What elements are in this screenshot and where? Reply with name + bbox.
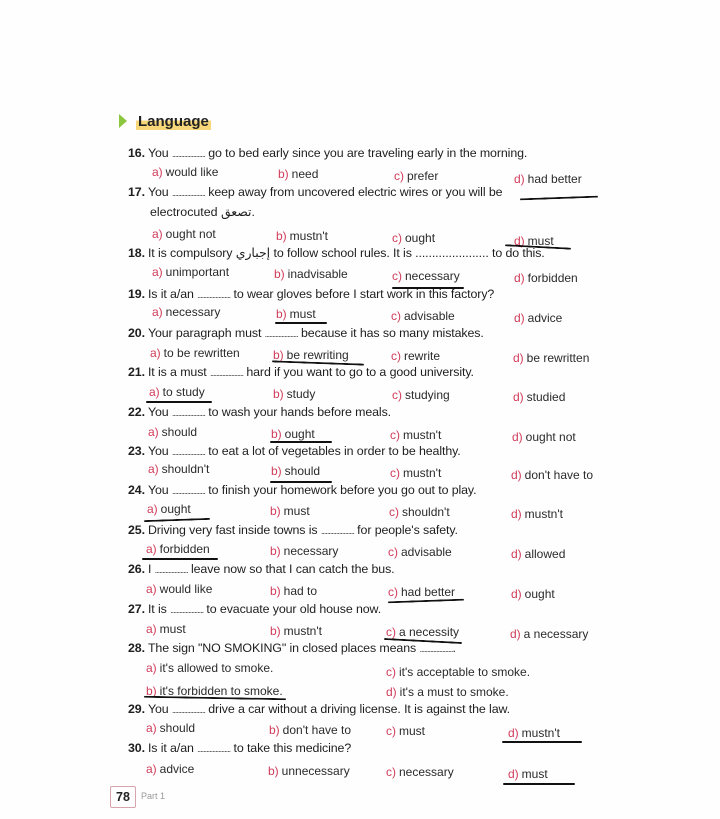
option-letter: b) bbox=[273, 387, 284, 401]
option-text: inadvisable bbox=[287, 267, 348, 281]
pen-underline bbox=[503, 783, 575, 785]
answer-option[interactable] bbox=[152, 227, 216, 241]
answer-option[interactable] bbox=[269, 723, 351, 737]
option-letter: d) bbox=[514, 234, 525, 248]
pen-underline bbox=[270, 441, 332, 443]
question-number: 28. bbox=[128, 641, 145, 655]
answer-option[interactable] bbox=[514, 311, 562, 325]
question-text: You bbox=[147, 483, 172, 497]
answer-blank: ...................... bbox=[264, 329, 298, 339]
question-text: You bbox=[147, 146, 172, 160]
question-stem bbox=[128, 326, 484, 340]
answer-blank: ...................... bbox=[209, 368, 243, 378]
answer-option[interactable] bbox=[389, 505, 450, 519]
question-number: 26. bbox=[128, 562, 145, 576]
answer-blank: ...................... bbox=[171, 149, 205, 159]
option-letter: d) bbox=[511, 468, 522, 482]
answer-option[interactable] bbox=[390, 428, 441, 442]
option-text: necessary bbox=[399, 765, 454, 779]
answer-blank: ...................... bbox=[170, 605, 204, 615]
option-letter: d) bbox=[508, 767, 519, 781]
answer-option[interactable] bbox=[512, 430, 576, 444]
option-text: forbidden bbox=[527, 271, 578, 285]
answer-option[interactable] bbox=[146, 622, 186, 636]
option-letter: d) bbox=[512, 430, 523, 444]
option-letter: d) bbox=[386, 685, 397, 699]
question-text: because it has so many mistakes. bbox=[297, 326, 484, 340]
option-letter: c) bbox=[392, 269, 402, 283]
answer-option[interactable] bbox=[511, 507, 563, 521]
question-text: The sign "NO SMOKING" in closed places means bbox=[147, 641, 420, 655]
option-letter: a) bbox=[152, 227, 163, 241]
option-text: ought bbox=[405, 231, 436, 245]
answer-option[interactable] bbox=[386, 765, 454, 779]
question-number: 24. bbox=[128, 483, 145, 497]
question-text: for people's safety. bbox=[353, 523, 458, 537]
answer-blank: ...................... bbox=[197, 290, 231, 300]
option-text: it's a must to smoke. bbox=[399, 685, 509, 699]
option-letter: c) bbox=[386, 625, 396, 639]
question-text: drive a car without a driving license. It is against the law. bbox=[204, 702, 511, 716]
option-letter: a) bbox=[147, 502, 158, 516]
option-letter: c) bbox=[386, 765, 396, 779]
option-letter: c) bbox=[390, 428, 400, 442]
option-text: mustn't bbox=[403, 428, 442, 442]
option-letter: a) bbox=[146, 622, 157, 636]
option-text: had better bbox=[527, 172, 582, 186]
option-letter: b) bbox=[276, 229, 287, 243]
question-continuation: electrocuted تصعق. bbox=[150, 205, 255, 219]
option-letter: a) bbox=[148, 425, 159, 439]
answer-option[interactable] bbox=[508, 767, 548, 781]
question-number: 18. bbox=[128, 246, 145, 260]
option-letter: c) bbox=[391, 349, 401, 363]
pen-underline bbox=[144, 518, 210, 522]
answer-option[interactable] bbox=[386, 724, 425, 738]
option-text: ought not bbox=[525, 430, 576, 444]
option-text: should bbox=[284, 464, 321, 478]
answer-blank: ...................... bbox=[419, 644, 453, 654]
question-text: You bbox=[147, 444, 172, 458]
question-text: It is a must bbox=[147, 365, 210, 379]
option-text: don't have to bbox=[282, 723, 352, 737]
question-text: . bbox=[452, 641, 456, 655]
option-letter: b) bbox=[270, 504, 281, 518]
pen-underline bbox=[520, 196, 598, 201]
answer-blank: ...................... bbox=[171, 705, 205, 715]
answer-option[interactable] bbox=[386, 665, 530, 679]
answer-option[interactable] bbox=[278, 167, 318, 181]
answer-option[interactable] bbox=[511, 547, 565, 561]
pen-underline bbox=[270, 481, 332, 483]
answer-blank: ...................... bbox=[171, 447, 205, 457]
answer-blank: ...................... bbox=[320, 526, 354, 536]
question-number: 25. bbox=[128, 523, 145, 537]
option-text: don't have to bbox=[524, 468, 594, 482]
answer-option[interactable] bbox=[146, 762, 194, 776]
option-text: necessary bbox=[165, 305, 221, 319]
page-number: 78 bbox=[110, 786, 136, 808]
option-text: would like bbox=[165, 165, 219, 179]
question-stem bbox=[128, 405, 391, 419]
option-text: studying bbox=[405, 388, 450, 402]
option-text: shouldn't bbox=[402, 505, 450, 519]
answer-option[interactable] bbox=[152, 165, 218, 179]
question-text: You bbox=[147, 405, 172, 419]
question-number: 17. bbox=[128, 185, 145, 199]
option-letter: d) bbox=[514, 172, 525, 186]
question-text: hard if you want to go to a good university. bbox=[243, 365, 474, 379]
question-text: You bbox=[147, 185, 172, 199]
question-text: to wash your hands before meals. bbox=[204, 405, 392, 419]
option-text: it's forbidden to smoke. bbox=[159, 684, 283, 698]
question-number: 19. bbox=[128, 287, 145, 301]
answer-option[interactable] bbox=[270, 504, 310, 518]
option-text: should bbox=[161, 425, 198, 439]
pen-underline bbox=[142, 558, 218, 560]
question-text: to evacuate your old house now. bbox=[203, 602, 382, 616]
question-text: I bbox=[147, 562, 155, 576]
option-text: advisable bbox=[404, 309, 455, 323]
answer-option[interactable] bbox=[391, 349, 440, 363]
answer-option[interactable] bbox=[513, 390, 565, 404]
option-text: must bbox=[159, 622, 186, 636]
option-letter: b) bbox=[273, 348, 284, 362]
answer-option[interactable] bbox=[268, 764, 350, 778]
pen-underline bbox=[388, 599, 464, 604]
answer-option[interactable] bbox=[270, 584, 317, 598]
option-text: advice bbox=[159, 762, 195, 776]
answer-option[interactable] bbox=[146, 542, 210, 556]
option-letter: d) bbox=[508, 726, 519, 740]
question-number: 22. bbox=[128, 405, 145, 419]
question-text: to finish your homework before you go out to play. bbox=[204, 483, 477, 497]
option-letter: c) bbox=[389, 505, 399, 519]
option-text: necessary bbox=[405, 269, 460, 283]
option-text: must bbox=[283, 504, 310, 518]
option-text: it's acceptable to smoke. bbox=[399, 665, 531, 679]
option-text: mustn't bbox=[289, 229, 328, 243]
answer-option[interactable] bbox=[392, 231, 435, 245]
question-stem bbox=[128, 146, 527, 160]
option-text: a necessity bbox=[399, 625, 460, 639]
question-text: Is it a/an bbox=[147, 741, 198, 755]
option-letter: d) bbox=[513, 390, 524, 404]
question-text: keep away from uncovered electric wires or you will be bbox=[204, 185, 503, 199]
option-letter: a) bbox=[148, 462, 159, 476]
question-text: to take this medicine? bbox=[230, 741, 352, 755]
answer-option[interactable] bbox=[508, 726, 560, 740]
question-stem bbox=[128, 185, 502, 199]
answer-option[interactable] bbox=[152, 265, 229, 279]
option-letter: c) bbox=[386, 665, 396, 679]
question-number: 29. bbox=[128, 702, 145, 716]
question-text: It is bbox=[147, 602, 171, 616]
option-letter: a) bbox=[146, 762, 157, 776]
answer-option[interactable] bbox=[152, 305, 220, 319]
option-letter: d) bbox=[511, 507, 522, 521]
option-letter: d) bbox=[514, 311, 525, 325]
answer-option[interactable] bbox=[390, 466, 441, 480]
answer-option[interactable] bbox=[150, 346, 240, 360]
option-letter: d) bbox=[514, 271, 525, 285]
option-letter: a) bbox=[150, 346, 161, 360]
answer-option[interactable] bbox=[276, 229, 328, 243]
option-text: advisable bbox=[401, 545, 452, 559]
option-letter: c) bbox=[388, 545, 398, 559]
answer-blank: ...................... bbox=[171, 486, 205, 496]
option-text: must bbox=[289, 307, 316, 321]
option-text: would like bbox=[159, 582, 213, 596]
option-text: must bbox=[399, 724, 426, 738]
answer-option[interactable] bbox=[511, 468, 593, 482]
answer-option[interactable] bbox=[511, 587, 555, 601]
pen-underline bbox=[502, 741, 582, 743]
answer-blank: ...................... bbox=[171, 188, 205, 198]
answer-option[interactable] bbox=[510, 627, 588, 641]
question-stem bbox=[128, 523, 458, 537]
option-letter: b) bbox=[270, 624, 281, 638]
option-text: forbidden bbox=[159, 542, 210, 556]
option-letter: a) bbox=[146, 661, 157, 675]
option-text: shouldn't bbox=[161, 462, 210, 476]
question-text: to eat a lot of vegetables in order to be healthy. bbox=[204, 444, 461, 458]
option-letter: b) bbox=[270, 544, 281, 558]
section-title: Language bbox=[138, 113, 209, 130]
option-letter: b) bbox=[269, 723, 280, 737]
answer-option[interactable] bbox=[392, 388, 450, 402]
option-text: a necessary bbox=[523, 627, 589, 641]
option-letter: b) bbox=[271, 464, 282, 478]
option-text: mustn't bbox=[521, 726, 560, 740]
answer-option[interactable] bbox=[514, 271, 578, 285]
option-text: ought bbox=[524, 587, 555, 601]
option-letter: b) bbox=[271, 427, 282, 441]
question-stem bbox=[128, 702, 510, 716]
option-text: need bbox=[291, 167, 319, 181]
answer-option[interactable] bbox=[392, 269, 460, 283]
option-letter: a) bbox=[152, 305, 163, 319]
pen-underline bbox=[392, 287, 464, 289]
question-stem bbox=[128, 483, 476, 497]
option-letter: a) bbox=[152, 265, 163, 279]
answer-option[interactable] bbox=[391, 309, 455, 323]
option-text: be rewritten bbox=[526, 351, 590, 365]
pen-underline bbox=[275, 322, 327, 324]
option-letter: b) bbox=[268, 764, 279, 778]
option-text: mustn't bbox=[403, 466, 442, 480]
question-text: go to bed early since you are traveling early in the morning. bbox=[204, 146, 528, 160]
option-letter: b) bbox=[276, 307, 287, 321]
answer-option[interactable] bbox=[513, 351, 589, 365]
answer-option[interactable] bbox=[270, 624, 322, 638]
question-number: 23. bbox=[128, 444, 145, 458]
triangle-marker-icon bbox=[119, 114, 127, 128]
question-stem bbox=[128, 287, 494, 301]
answer-option[interactable] bbox=[386, 625, 459, 639]
option-letter: a) bbox=[146, 582, 157, 596]
answer-option[interactable] bbox=[146, 582, 212, 596]
question-text: leave now so that I can catch the bus. bbox=[187, 562, 395, 576]
option-text: ought not bbox=[165, 227, 216, 241]
option-letter: a) bbox=[146, 542, 157, 556]
option-letter: c) bbox=[386, 724, 396, 738]
option-letter: b) bbox=[270, 584, 281, 598]
answer-option[interactable] bbox=[148, 425, 197, 439]
question-text: You bbox=[147, 702, 172, 716]
pen-underline bbox=[146, 401, 212, 403]
option-text: to study bbox=[162, 385, 205, 399]
answer-option[interactable] bbox=[271, 464, 320, 478]
answer-option[interactable] bbox=[388, 545, 452, 559]
option-letter: a) bbox=[152, 165, 163, 179]
option-letter: c) bbox=[392, 388, 402, 402]
option-text: had better bbox=[401, 585, 456, 599]
option-text: study bbox=[286, 387, 316, 401]
option-letter: c) bbox=[394, 169, 404, 183]
option-text: rewrite bbox=[404, 349, 441, 363]
option-text: necessary bbox=[283, 544, 339, 558]
option-letter: c) bbox=[392, 231, 402, 245]
option-text: had to bbox=[283, 584, 318, 598]
option-text: studied bbox=[526, 390, 566, 404]
option-text: it's allowed to smoke. bbox=[159, 661, 274, 675]
option-letter: d) bbox=[511, 587, 522, 601]
option-letter: b) bbox=[274, 267, 285, 281]
option-letter: d) bbox=[513, 351, 524, 365]
answer-option[interactable] bbox=[270, 544, 338, 558]
option-letter: c) bbox=[388, 585, 398, 599]
question-text: to follow school rules. It is ...................... to do this. bbox=[273, 246, 545, 260]
answer-option[interactable] bbox=[149, 385, 205, 399]
question-stem bbox=[128, 245, 545, 260]
question-number: 27. bbox=[128, 602, 145, 616]
option-text: should bbox=[159, 721, 196, 735]
answer-option[interactable] bbox=[276, 307, 316, 321]
option-text: advice bbox=[527, 311, 563, 325]
option-text: allowed bbox=[524, 547, 566, 561]
option-text: unnecessary bbox=[281, 764, 350, 778]
question-stem bbox=[128, 741, 351, 755]
option-letter: b) bbox=[146, 684, 157, 698]
option-letter: d) bbox=[510, 627, 521, 641]
option-text: prefer bbox=[407, 169, 439, 183]
option-text: mustn't bbox=[524, 507, 563, 521]
question-text: Your paragraph must bbox=[147, 326, 265, 340]
answer-option[interactable] bbox=[514, 172, 582, 186]
answer-blank: ...................... bbox=[197, 744, 231, 754]
answer-option[interactable] bbox=[146, 721, 195, 735]
question-number: 20. bbox=[128, 326, 145, 340]
question-stem bbox=[128, 365, 474, 379]
question-stem bbox=[128, 602, 381, 616]
question-text: It is compulsory إجباري bbox=[147, 246, 274, 260]
question-text: Is it a/an bbox=[147, 287, 198, 301]
option-letter: a) bbox=[149, 385, 160, 399]
option-letter: c) bbox=[391, 309, 401, 323]
answer-option[interactable] bbox=[271, 427, 315, 441]
answer-option[interactable] bbox=[147, 502, 191, 516]
option-text: mustn't bbox=[283, 624, 322, 638]
question-number: 21. bbox=[128, 365, 145, 379]
option-text: be rewriting bbox=[286, 348, 349, 362]
question-stem bbox=[128, 641, 456, 655]
question-number: 16. bbox=[128, 146, 145, 160]
answer-blank: ...................... bbox=[171, 408, 205, 418]
option-letter: a) bbox=[146, 721, 157, 735]
question-stem bbox=[128, 444, 461, 458]
answer-option[interactable] bbox=[388, 585, 455, 599]
option-text: ought bbox=[160, 502, 191, 516]
question-text: Driving very fast inside towns is bbox=[147, 523, 321, 537]
answer-option[interactable] bbox=[148, 462, 209, 476]
answer-option[interactable] bbox=[274, 267, 348, 281]
question-text: to wear gloves before I start work in this factory? bbox=[230, 287, 495, 301]
option-text: unimportant bbox=[165, 265, 230, 279]
part-label: Part 1 bbox=[141, 791, 166, 801]
question-number: 30. bbox=[128, 741, 145, 755]
option-text: must bbox=[527, 234, 554, 248]
answer-option[interactable] bbox=[386, 685, 509, 699]
option-text: ought bbox=[284, 427, 315, 441]
option-letter: b) bbox=[278, 167, 289, 181]
answer-option[interactable] bbox=[394, 169, 438, 183]
option-letter: d) bbox=[511, 547, 522, 561]
option-letter: c) bbox=[390, 466, 400, 480]
answer-blank: ...................... bbox=[154, 565, 188, 575]
question-stem bbox=[128, 562, 395, 576]
answer-option[interactable] bbox=[146, 661, 273, 675]
answer-option[interactable] bbox=[273, 387, 315, 401]
option-text: to be rewritten bbox=[163, 346, 240, 360]
option-text: must bbox=[521, 767, 548, 781]
